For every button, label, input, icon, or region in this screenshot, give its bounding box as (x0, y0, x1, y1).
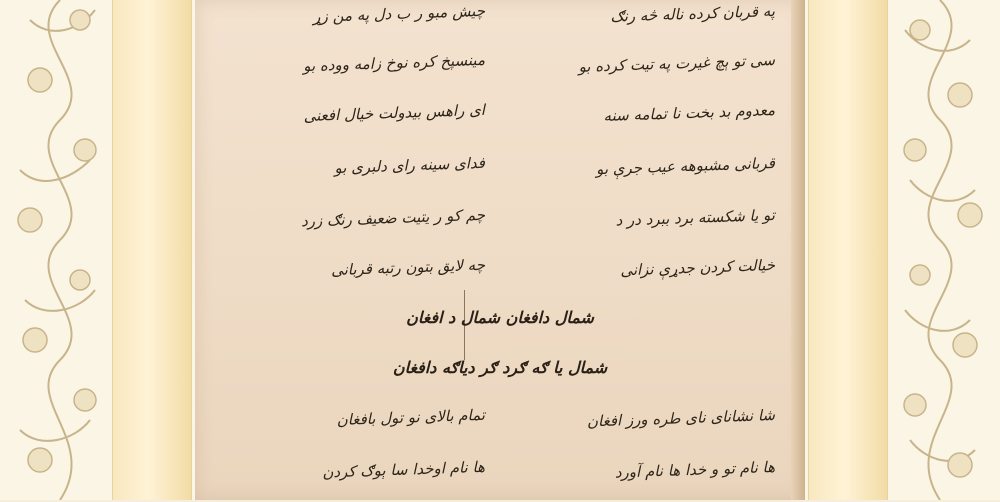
hemistich-right: په قربان کرده ناله څه رنګ (609, 1, 776, 26)
hemistich-left: چم کو ر یتیت ضعیف رنګ زرد (300, 205, 486, 231)
couplet (215, 255, 785, 300)
hemistich-right: سی تو ېچ غیرت په تیت کرده بو (578, 50, 776, 76)
hemistich-right: معدوم بد بخت نا تمامه سنه (603, 100, 776, 125)
manuscript-page (195, 0, 805, 500)
floral-ornament-left-icon (0, 0, 120, 500)
hemistich-left: مینسپخ کره نوخ زامه ووده بو (302, 50, 486, 76)
poem-text (215, 0, 785, 500)
couplet (215, 1, 785, 46)
hemistich-left: تمام بالای نو تول بافغان (336, 405, 486, 429)
couplet (215, 50, 785, 95)
hemistich-right: ها نام تو و خدا ها نام آورد (614, 457, 776, 482)
hemistich-right: شا نشانای نای طره ورز افغان (586, 405, 776, 431)
hemistich-right: قربانی مشبوهه عیب جرې بو (595, 153, 776, 179)
couplet (215, 457, 785, 502)
hemistich-left: ها نام اوخدا سا ېوګ کردن (322, 457, 486, 482)
couplet (215, 153, 785, 198)
couplet (215, 205, 785, 250)
hemistich-right: تو یا شکسته برد ببرد در د (615, 205, 776, 230)
hemistich-right: خیالت کردن جدړې نزانی (619, 255, 776, 280)
hemistich-left: چیش مبو ر ب دل په من زړ (312, 1, 486, 26)
hemistich-left: فدای سینه رای دلبری بو (334, 153, 486, 178)
page-edge (791, 0, 805, 500)
floral-ornament-right-icon (880, 0, 1000, 500)
hemistich-left: ای راهس بیدولت خیال افعنی (303, 100, 486, 126)
hemistich-left: چه لایق بتون رتبه قربانی (330, 255, 486, 280)
couplet (215, 100, 785, 145)
couplet (215, 405, 785, 450)
gold-band-right (808, 0, 888, 500)
section-heading: شمال یا ګه ګرد ګر دیاګه دافغان (392, 358, 608, 377)
section-heading: شمال دافغان شمال د افغان (406, 308, 594, 327)
gold-band-left (112, 0, 192, 500)
